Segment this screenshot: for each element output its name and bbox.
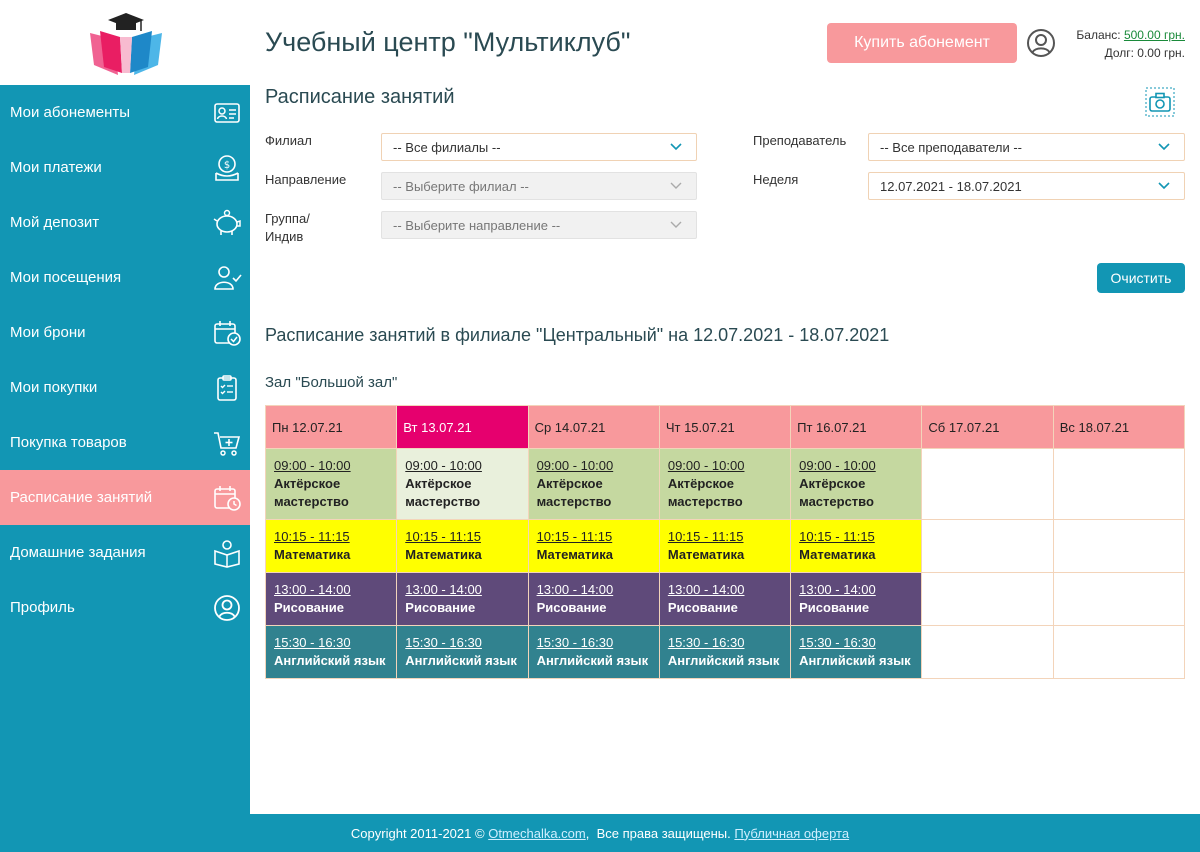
public-offer-link[interactable]: Публичная оферта — [734, 825, 850, 841]
user-circle-icon[interactable] — [1026, 28, 1056, 58]
lesson-time-link[interactable]: 15:30 - 16:30 — [667, 635, 745, 650]
schedule-cell[interactable] — [266, 449, 397, 520]
sidebar-item-label: Мои посещения — [10, 269, 122, 286]
group-select-value: -- Выберите направление -- — [393, 217, 561, 233]
sidebar-item-2[interactable] — [0, 195, 250, 250]
lesson-block[interactable] — [397, 449, 527, 511]
lesson-time-link[interactable]: 09:00 - 10:00 — [536, 458, 614, 473]
lesson-time-link[interactable]: 09:00 - 10:00 — [799, 458, 876, 473]
lesson-block[interactable] — [660, 573, 790, 617]
week-label: Неделя — [753, 172, 799, 187]
schedule-cell — [1053, 573, 1184, 626]
schedule-cell[interactable] — [791, 573, 922, 626]
lesson-subject: Математика — [667, 547, 745, 562]
balance-info — [1076, 26, 1185, 62]
lesson-subject: Математика — [274, 547, 351, 562]
site-title: Учебный центр "Мультиклуб" — [265, 27, 631, 57]
lesson-block[interactable] — [266, 626, 396, 670]
lesson-subject: Актёрское мастерство — [405, 476, 481, 509]
lesson-block[interactable] — [791, 626, 921, 670]
schedule-cell[interactable] — [397, 573, 528, 626]
lesson-subject: Математика — [799, 547, 876, 562]
schedule-cell[interactable] — [659, 573, 790, 626]
user-check-icon — [212, 263, 242, 293]
lesson-subject: Актёрское мастерство — [799, 476, 874, 509]
lesson-block[interactable] — [791, 573, 921, 617]
lesson-block[interactable] — [397, 520, 527, 564]
lesson-time-link[interactable]: 15:30 - 16:30 — [405, 635, 482, 650]
lesson-subject: Английский язык — [405, 653, 517, 668]
lesson-subject: Актёрское мастерство — [667, 476, 743, 509]
lesson-block[interactable] — [397, 626, 527, 670]
lesson-subject: Английский язык — [536, 653, 649, 668]
sidebar — [0, 0, 250, 814]
lesson-subject: Английский язык — [667, 653, 780, 668]
schedule-title: Расписание занятий в филиале "Центральный" на 12.07.2021 - 18.07.2021 — [265, 325, 890, 345]
lesson-time-link[interactable]: 13:00 - 14:00 — [536, 582, 614, 597]
schedule-cell[interactable] — [791, 520, 922, 573]
page-title: Расписание занятий — [265, 86, 455, 108]
schedule-cell[interactable] — [266, 520, 397, 573]
group-label — [265, 210, 310, 246]
lesson-block[interactable] — [397, 573, 527, 617]
schedule-cell — [922, 449, 1053, 520]
teacher-select-value: -- Все преподаватели -- — [880, 139, 1023, 155]
sidebar-item-label: Мои платежи — [10, 159, 102, 176]
schedule-cell — [922, 626, 1053, 679]
schedule-cell[interactable] — [659, 449, 790, 520]
schedule-row — [266, 449, 1185, 520]
direction-select[interactable] — [381, 172, 697, 200]
lesson-time-link[interactable]: 10:15 - 11:15 — [667, 529, 744, 544]
schedule-cell[interactable] — [266, 626, 397, 679]
sidebar-item-4[interactable] — [0, 305, 250, 360]
lesson-time-link[interactable]: 10:15 - 11:15 — [274, 529, 350, 544]
debt-text: Долг: 0.00 грн. — [1104, 46, 1185, 60]
money-bag-icon — [212, 153, 242, 183]
lesson-block[interactable] — [266, 449, 396, 511]
lesson-subject: Рисование — [536, 600, 607, 615]
site-link[interactable]: Otmechalka.com — [488, 825, 586, 841]
lesson-block[interactable] — [660, 626, 790, 670]
svg-text:$: $ — [223, 160, 231, 171]
sidebar-item-label: Мой депозит — [10, 214, 100, 231]
sidebar-item-5[interactable] — [0, 360, 250, 415]
lesson-time-link[interactable]: 15:30 - 16:30 — [274, 635, 351, 650]
lesson-block[interactable] — [660, 449, 790, 511]
lesson-time-link[interactable]: 10:15 - 11:15 — [405, 529, 481, 544]
sidebar-item-9[interactable] — [0, 580, 250, 635]
lesson-subject: Математика — [405, 547, 482, 562]
teacher-select[interactable] — [868, 133, 1185, 161]
sidebar-item-label: Мои брони — [10, 324, 86, 341]
lesson-time-link[interactable]: 10:15 - 11:15 — [799, 529, 875, 544]
schedule-cell[interactable] — [528, 520, 659, 573]
sidebar-item-label: Домашние задания — [10, 544, 146, 561]
direction-label: Направление — [265, 172, 347, 187]
chevron-down-icon — [670, 182, 682, 190]
lesson-block[interactable] — [791, 520, 921, 564]
day-header: Сб 17.07.21 — [922, 406, 1053, 449]
calendar-clock-icon — [212, 483, 242, 513]
lesson-subject: Английский язык — [274, 653, 386, 668]
lesson-subject: Рисование — [274, 600, 344, 615]
schedule-cell[interactable] — [791, 626, 922, 679]
branch-select[interactable] — [381, 133, 697, 161]
calendar-check-icon — [212, 318, 242, 348]
lesson-block[interactable] — [529, 626, 659, 670]
day-header: Чт 15.07.21 — [659, 406, 790, 449]
day-header: Вс 18.07.21 — [1053, 406, 1184, 449]
schedule-cell[interactable] — [791, 449, 922, 520]
lesson-subject: Актёрское мастерство — [536, 476, 612, 509]
day-header: Ср 14.07.21 — [528, 406, 659, 449]
group-select[interactable] — [381, 211, 697, 239]
hall-title: Зал "Большой зал" — [265, 374, 398, 391]
cart-plus-icon — [212, 428, 242, 458]
schedule-header-row — [266, 406, 1185, 449]
day-header: Пн 12.07.21 — [266, 406, 397, 449]
sidebar-item-6[interactable] — [0, 415, 250, 470]
schedule-row — [266, 520, 1185, 573]
branch-select-value: -- Все филиалы -- — [393, 139, 501, 155]
sidebar-item-label: Мои абонементы — [10, 104, 131, 121]
week-select-value: 12.07.2021 - 18.07.2021 — [880, 178, 1022, 194]
sidebar-menu — [0, 85, 250, 635]
schedule-cell[interactable] — [397, 449, 528, 520]
branch-label: Филиал — [265, 133, 312, 148]
schedule-cell — [1053, 449, 1184, 520]
sidebar-item-7[interactable] — [0, 470, 250, 525]
schedule-cell[interactable] — [528, 573, 659, 626]
week-select[interactable] — [868, 172, 1185, 200]
chevron-down-icon — [1158, 182, 1170, 190]
balance-label: Баланс: — [1076, 28, 1121, 42]
lesson-block[interactable] — [266, 573, 396, 617]
lesson-subject: Рисование — [799, 600, 870, 615]
teacher-label: Преподаватель — [753, 133, 847, 148]
lesson-block[interactable] — [529, 573, 659, 617]
sidebar-item-label: Мои покупки — [10, 379, 98, 396]
balance-value-link[interactable]: 500.00 грн. — [1123, 28, 1185, 42]
lesson-block[interactable] — [791, 449, 921, 511]
schedule-cell[interactable] — [659, 626, 790, 679]
sidebar-item-8[interactable] — [0, 525, 250, 580]
buy-subscription-button[interactable]: Купить абонемент — [827, 23, 1017, 63]
logo[interactable] — [86, 9, 166, 77]
lesson-subject: Математика — [536, 547, 613, 562]
user-circle-icon — [212, 593, 242, 623]
schedule-cell — [1053, 626, 1184, 679]
footer — [0, 814, 1200, 852]
clipboard-list-icon — [212, 373, 242, 403]
lesson-subject: Актёрское мастерство — [274, 476, 349, 509]
clear-button[interactable]: Очистить — [1097, 263, 1185, 293]
schedule-cell[interactable] — [397, 626, 528, 679]
schedule-cell — [922, 520, 1053, 573]
lesson-time-link[interactable]: 15:30 - 16:30 — [536, 635, 614, 650]
sidebar-item-label: Покупка товаров — [10, 434, 127, 451]
chevron-down-icon — [1158, 143, 1170, 151]
copyright-text: Copyright 2011-2021 © — [350, 825, 485, 841]
schedule-cell[interactable] — [528, 626, 659, 679]
sidebar-item-3[interactable] — [0, 250, 250, 305]
sidebar-item-0[interactable] — [0, 85, 250, 140]
lesson-time-link[interactable]: 13:00 - 14:00 — [799, 582, 876, 597]
lesson-time-link[interactable]: 13:00 - 14:00 — [274, 582, 351, 597]
direction-select-value: -- Выберите филиал -- — [393, 178, 529, 194]
lesson-block[interactable] — [660, 520, 790, 564]
schedule-cell[interactable] — [528, 449, 659, 520]
camera-icon[interactable] — [1145, 87, 1175, 117]
schedule-cell[interactable] — [397, 520, 528, 573]
reader-icon — [212, 538, 242, 568]
day-header: Пт 16.07.21 — [791, 406, 922, 449]
sidebar-item-1[interactable] — [0, 140, 250, 195]
sidebar-item-label: Расписание занятий — [10, 489, 153, 506]
schedule-cell — [922, 573, 1053, 626]
schedule-cell[interactable] — [659, 520, 790, 573]
schedule-row — [266, 626, 1185, 679]
rights-text: , Все права защищены. — [585, 825, 731, 841]
lesson-block[interactable] — [529, 449, 659, 511]
lesson-time-link[interactable]: 09:00 - 10:00 — [405, 458, 482, 473]
schedule-cell — [1053, 520, 1184, 573]
logo-area — [0, 0, 250, 85]
lesson-subject: Английский язык — [799, 653, 911, 668]
lesson-block[interactable] — [529, 520, 659, 564]
lesson-time-link[interactable]: 09:00 - 10:00 — [274, 458, 351, 473]
lesson-time-link[interactable]: 13:00 - 14:00 — [667, 582, 745, 597]
chevron-down-icon — [670, 221, 682, 229]
sidebar-item-label: Профиль — [10, 599, 75, 616]
piggy-bank-icon — [212, 208, 242, 238]
lesson-time-link[interactable]: 13:00 - 14:00 — [405, 582, 482, 597]
group-label-line1: Группа/ — [265, 211, 310, 226]
group-label-line2: Индив — [265, 229, 304, 244]
lesson-time-link[interactable]: 09:00 - 10:00 — [667, 458, 745, 473]
chevron-down-icon — [670, 143, 682, 151]
schedule-cell[interactable] — [266, 573, 397, 626]
lesson-subject: Рисование — [667, 600, 738, 615]
id-card-icon — [212, 98, 242, 128]
schedule-table — [265, 405, 1185, 679]
lesson-subject: Рисование — [405, 600, 476, 615]
lesson-time-link[interactable]: 15:30 - 16:30 — [799, 635, 876, 650]
lesson-block[interactable] — [266, 520, 396, 564]
day-header: Вт 13.07.21 — [397, 406, 528, 449]
lesson-time-link[interactable]: 10:15 - 11:15 — [536, 529, 613, 544]
schedule-row — [266, 573, 1185, 626]
